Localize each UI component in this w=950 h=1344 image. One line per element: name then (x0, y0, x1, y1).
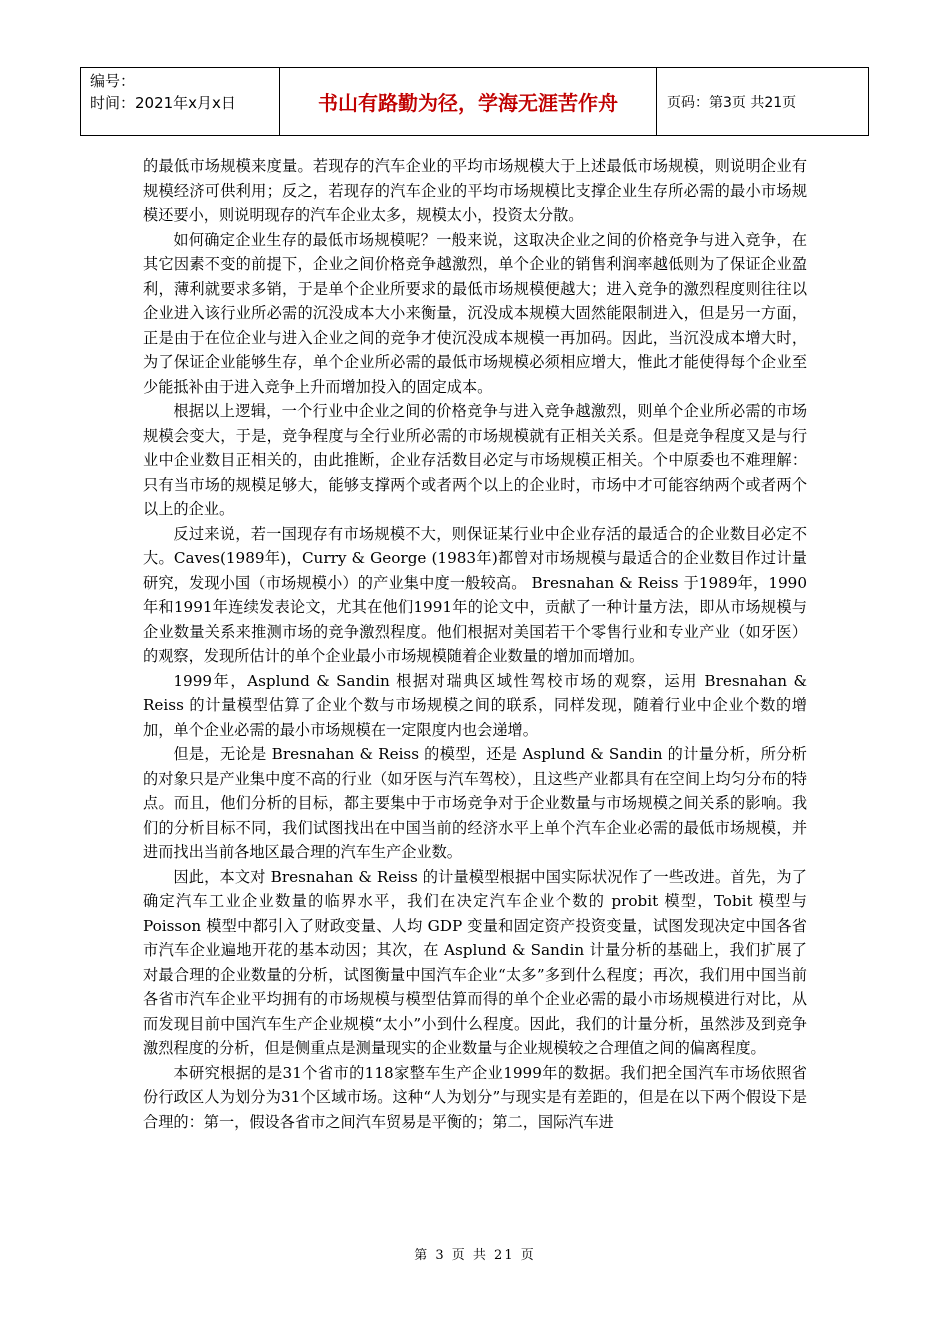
paragraph-4: 反过来说，若一国现存有市场规模不大，则保证某行业中企业存活的最适合的企业数目必定不大。Caves(1989年)，Curry & George (1983年)都曾对市场规模与最适合的企业数目作过计量研究，发现小国（市场规模小）的产业集中度一般较高。 Bresnahan & Reiss 于1989年，1990年和1991年连续发表论文，尤其在他们1991年的论文中，贡献了一种计量方法，即从市场规模与企业数量关系来推测市场的竞争激烈程度。他们根据对美国若干个零售行业和专业产业（如牙医）的观察，发现所估计的单个企业最小市场规模随着企业数量的增加而增加。 (143, 524, 807, 665)
page-header (80, 67, 869, 136)
paragraph-2: 如何确定企业生存的最低市场规模呢？一般来说，这取决企业之间的价格竞争与进入竞争，在其它因素不变的前提下，企业之间价格竞争越激烈，单个企业的销售利润率越低则为了保证企业盈利，薄利就要求多销，于是单个企业所要求的最低市场规模便越大；进入竞争的激烈程度则往往以企业进入该行业所必需的沉没成本大小来衡量，沉没成本规模大固然能限制进入，但是另一方面，正是由于在位企业与进入企业之间的竞争才使沉没成本规模一再加码。因此，当沉没成本增大时，为了保证企业能够生存，单个企业所必需的最低市场规模必须相应增大，惟此才能使得每个企业至少能抵补由于进入竞争上升而增加投入的固定成本。 (143, 230, 807, 396)
paragraph-7: 因此，本文对 Bresnahan & Reiss 的计量模型根据中国实际状况作了一些改进。首先，为了确定汽车工业企业数量的临界水平，我们在决定汽车企业个数的 probit 模型，Tobit 模型与 Poisson 模型中都引入了财政变量、人均 GDP 变量和固定资产投资变量，试图发现决定中国各省市汽车企业遍地开花的基本动因；其次，在 Asplund & Sandin 计量分析的基础上，我们扩展了对最合理的企业数量的分析，试图衡量中国汽车企业“太多”多到什么程度；再次，我们用中国当前各省市汽车企业平均拥有的市场规模与模型估算而得的单个企业必需的最小市场规模进行对比，从而发现目前中国汽车生产企业规模“太小”小到什么程度。因此，我们的计量分析，虽然涉及到竞争激烈程度的分析，但是侧重点是测量现实的企业数量与企业规模较之合理值之间的偏离程度。 (143, 867, 807, 1057)
header-meta-cell (81, 68, 280, 135)
document-time-label: 时间：2021年x月x日 (90, 94, 236, 112)
paragraph-3: 根据以上逻辑，一个行业中企业之间的价格竞争与进入竞争越激烈，则单个企业所必需的市场规模会变大，于是，竞争程度与全行业所必需的市场规模就有正相关关系。但是竞争程度又是与行业中企业数目正相关的，由此推断，企业存活数目必定与市场规模正相关。个中原委也不难理解：只有当市场的规模足够大，能够支撑两个或者两个以上的企业时，市场中才可能容纳两个或者两个以上的企业。 (143, 402, 807, 518)
paragraph-1: 的最低市场规模来度量。若现存的汽车企业的平均市场规模大于上述最低市场规模，则说明企业有规模经济可供利用；反之，若现存的汽车企业的平均市场规模比支撑企业生存所必需的最小市场规模还要小，则说明现存的汽车企业太多，规模太小，投资太分散。 (143, 157, 807, 224)
header-page-info: 页码：第3页 共21页 (667, 94, 797, 111)
document-body (143, 154, 807, 1134)
document-number-label: 编号： (90, 72, 136, 90)
paragraph-8: 本研究根据的是31个省市的118家整车生产企业1999年的数据。我们把全国汽车市场依照省份行政区人为划分为31个区域市场。这种“人为划分”与现实是有差距的，但是在以下两个假设下是合理的：第一，假设各省市之间汽车贸易是平衡的；第二，国际汽车进 (143, 1063, 807, 1131)
paragraph-6: 但是，无论是 Bresnahan & Reiss 的模型，还是 Asplund & Sandin 的计量分析，所分析的对象只是产业集中度不高的行业（如牙医与汽车驾校），且这些产业都具有在空间上均匀分布的特点。而且，他们分析的目标，都主要集中于市场竞争对于企业数量与市场规模之间关系的影响。我们的分析目标不同，我们试图找出在中国当前的经济水平上单个汽车企业必需的最低市场规模，并进而找出当前各地区最合理的汽车生产企业数。 (143, 745, 807, 861)
paragraph-5: 1999年，Asplund & Sandin 根据对瑞典区域性驾校市场的观察，运用 Bresnahan & Reiss 的计量模型估算了企业个数与市场规模之间的联系，同样发现，随着行业中企业个数的增加，单个企业必需的最小市场规模在一定限度内也会递增。 (143, 671, 807, 739)
page-footer: 第 3 页 共 21 页 (414, 1248, 536, 1263)
header-motto: 书山有路勤为径，学海无涯苦作舟 (280, 68, 657, 135)
